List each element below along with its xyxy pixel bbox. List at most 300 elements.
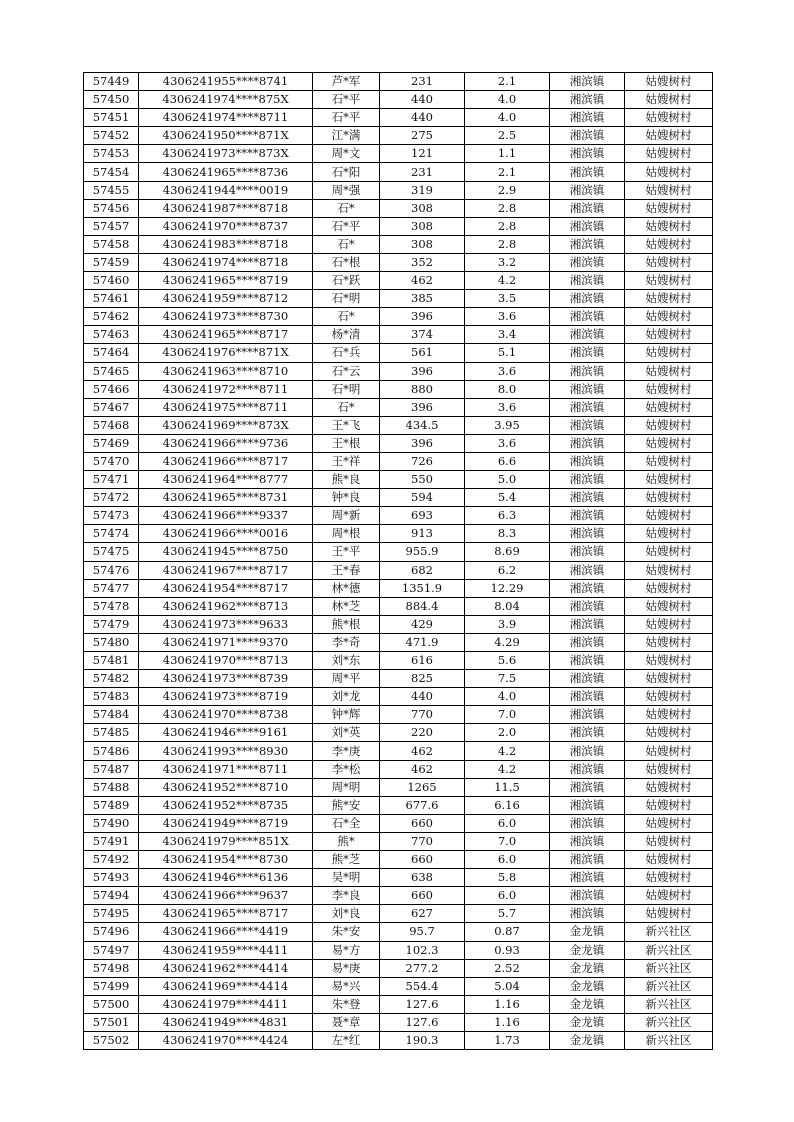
cell-amount: 440 [380, 91, 465, 109]
cell-id-number: 4306241970****8737 [139, 217, 313, 235]
cell-row-number: 57455 [84, 181, 139, 199]
cell-village: 姑嫂树村 [625, 145, 713, 163]
cell-village: 姑嫂树村 [625, 615, 713, 633]
cell-area: 5.8 [465, 869, 550, 887]
cell-name: 石*明 [313, 380, 380, 398]
cell-town: 湘滨镇 [550, 253, 625, 271]
cell-id-number: 4306241965****8717 [139, 326, 313, 344]
cell-amount: 102.3 [380, 941, 465, 959]
cell-area: 8.0 [465, 380, 550, 398]
cell-amount: 308 [380, 217, 465, 235]
cell-town: 湘滨镇 [550, 778, 625, 796]
cell-name: 石*云 [313, 362, 380, 380]
cell-row-number: 57468 [84, 416, 139, 434]
cell-name: 熊* [313, 832, 380, 850]
cell-area: 4.0 [465, 688, 550, 706]
cell-town: 湘滨镇 [550, 326, 625, 344]
cell-amount: 440 [380, 688, 465, 706]
cell-name: 周*明 [313, 778, 380, 796]
cell-area: 7.0 [465, 832, 550, 850]
cell-id-number: 4306241979****4411 [139, 995, 313, 1013]
cell-row-number: 57502 [84, 1031, 139, 1049]
cell-area: 8.3 [465, 525, 550, 543]
cell-name: 杨*清 [313, 326, 380, 344]
cell-area: 1.73 [465, 1031, 550, 1049]
cell-village: 新兴社区 [625, 1031, 713, 1049]
cell-amount: 429 [380, 615, 465, 633]
cell-name: 吴*明 [313, 869, 380, 887]
cell-village: 姑嫂树村 [625, 398, 713, 416]
cell-amount: 190.3 [380, 1031, 465, 1049]
cell-id-number: 4306241959****8712 [139, 290, 313, 308]
table-row [84, 887, 713, 905]
cell-town: 金龙镇 [550, 1031, 625, 1049]
cell-name: 石*兵 [313, 344, 380, 362]
cell-name: 钟*辉 [313, 706, 380, 724]
table-row [84, 869, 713, 887]
cell-village: 姑嫂树村 [625, 652, 713, 670]
cell-row-number: 57493 [84, 869, 139, 887]
cell-name: 石*阳 [313, 163, 380, 181]
cell-village: 姑嫂树村 [625, 688, 713, 706]
cell-village: 姑嫂树村 [625, 832, 713, 850]
table-row [84, 597, 713, 615]
table-row [84, 308, 713, 326]
table-row [84, 434, 713, 452]
table-row [84, 923, 713, 941]
cell-village: 姑嫂树村 [625, 109, 713, 127]
cell-village: 姑嫂树村 [625, 344, 713, 362]
table-row [84, 73, 713, 91]
cell-id-number: 4306241962****4414 [139, 959, 313, 977]
cell-row-number: 57488 [84, 778, 139, 796]
cell-row-number: 57498 [84, 959, 139, 977]
cell-name: 李*奇 [313, 633, 380, 651]
cell-amount: 440 [380, 109, 465, 127]
cell-area: 4.0 [465, 109, 550, 127]
cell-area: 6.3 [465, 507, 550, 525]
cell-row-number: 57479 [84, 615, 139, 633]
cell-area: 1.16 [465, 1013, 550, 1031]
cell-town: 湘滨镇 [550, 290, 625, 308]
cell-area: 1.1 [465, 145, 550, 163]
cell-name: 石*跃 [313, 272, 380, 290]
table-row [84, 615, 713, 633]
cell-row-number: 57461 [84, 290, 139, 308]
cell-area: 2.8 [465, 217, 550, 235]
cell-town: 金龙镇 [550, 923, 625, 941]
cell-name: 周*新 [313, 507, 380, 525]
cell-name: 熊*芝 [313, 851, 380, 869]
cell-amount: 374 [380, 326, 465, 344]
cell-town: 金龙镇 [550, 995, 625, 1013]
cell-area: 3.6 [465, 308, 550, 326]
cell-area: 6.0 [465, 814, 550, 832]
table-row [84, 217, 713, 235]
cell-village: 姑嫂树村 [625, 380, 713, 398]
cell-row-number: 57456 [84, 199, 139, 217]
cell-area: 4.2 [465, 742, 550, 760]
cell-village: 姑嫂树村 [625, 434, 713, 452]
cell-name: 刘*良 [313, 905, 380, 923]
cell-id-number: 4306241974****875X [139, 91, 313, 109]
cell-area: 2.5 [465, 127, 550, 145]
cell-town: 湘滨镇 [550, 814, 625, 832]
cell-name: 王*祥 [313, 452, 380, 470]
cell-amount: 220 [380, 724, 465, 742]
cell-id-number: 4306241964****8777 [139, 471, 313, 489]
table-row [84, 561, 713, 579]
cell-amount: 462 [380, 742, 465, 760]
cell-name: 周*强 [313, 181, 380, 199]
cell-amount: 884.4 [380, 597, 465, 615]
cell-row-number: 57500 [84, 995, 139, 1013]
cell-village: 姑嫂树村 [625, 127, 713, 145]
cell-town: 湘滨镇 [550, 561, 625, 579]
cell-town: 湘滨镇 [550, 181, 625, 199]
cell-area: 3.9 [465, 615, 550, 633]
cell-amount: 396 [380, 308, 465, 326]
cell-area: 5.6 [465, 652, 550, 670]
cell-amount: 682 [380, 561, 465, 579]
cell-amount: 677.6 [380, 796, 465, 814]
cell-name: 石*平 [313, 109, 380, 127]
cell-amount: 275 [380, 127, 465, 145]
cell-town: 湘滨镇 [550, 308, 625, 326]
cell-id-number: 4306241954****8730 [139, 851, 313, 869]
cell-name: 李*松 [313, 760, 380, 778]
cell-town: 湘滨镇 [550, 832, 625, 850]
cell-area: 7.5 [465, 670, 550, 688]
cell-area: 3.6 [465, 362, 550, 380]
cell-id-number: 4306241971****8711 [139, 760, 313, 778]
cell-id-number: 4306241967****8717 [139, 561, 313, 579]
cell-amount: 660 [380, 814, 465, 832]
cell-id-number: 4306241952****8710 [139, 778, 313, 796]
cell-town: 湘滨镇 [550, 525, 625, 543]
cell-town: 湘滨镇 [550, 380, 625, 398]
cell-town: 湘滨镇 [550, 91, 625, 109]
cell-row-number: 57497 [84, 941, 139, 959]
cell-id-number: 4306241975****8711 [139, 398, 313, 416]
cell-row-number: 57471 [84, 471, 139, 489]
table-row [84, 380, 713, 398]
cell-name: 易*方 [313, 941, 380, 959]
cell-area: 8.04 [465, 597, 550, 615]
cell-town: 金龙镇 [550, 977, 625, 995]
cell-row-number: 57450 [84, 91, 139, 109]
cell-name: 钟*良 [313, 489, 380, 507]
cell-village: 姑嫂树村 [625, 814, 713, 832]
cell-town: 湘滨镇 [550, 688, 625, 706]
table-row [84, 905, 713, 923]
cell-id-number: 4306241965****8736 [139, 163, 313, 181]
cell-amount: 616 [380, 652, 465, 670]
cell-area: 0.87 [465, 923, 550, 941]
cell-row-number: 57486 [84, 742, 139, 760]
cell-area: 12.29 [465, 579, 550, 597]
cell-town: 金龙镇 [550, 1013, 625, 1031]
cell-town: 湘滨镇 [550, 706, 625, 724]
cell-name: 周*文 [313, 145, 380, 163]
cell-name: 熊*安 [313, 796, 380, 814]
cell-town: 湘滨镇 [550, 851, 625, 869]
cell-area: 6.16 [465, 796, 550, 814]
cell-name: 林*德 [313, 579, 380, 597]
cell-name: 刘*东 [313, 652, 380, 670]
cell-id-number: 4306241976****871X [139, 344, 313, 362]
cell-town: 湘滨镇 [550, 507, 625, 525]
cell-village: 姑嫂树村 [625, 416, 713, 434]
table-row [84, 471, 713, 489]
table-row [84, 543, 713, 561]
cell-village: 新兴社区 [625, 977, 713, 995]
cell-id-number: 4306241955****8741 [139, 73, 313, 91]
cell-row-number: 57491 [84, 832, 139, 850]
cell-amount: 726 [380, 452, 465, 470]
cell-amount: 231 [380, 73, 465, 91]
cell-row-number: 57483 [84, 688, 139, 706]
cell-row-number: 57463 [84, 326, 139, 344]
cell-area: 6.2 [465, 561, 550, 579]
cell-name: 聂*章 [313, 1013, 380, 1031]
cell-area: 3.5 [465, 290, 550, 308]
cell-amount: 550 [380, 471, 465, 489]
cell-amount: 319 [380, 181, 465, 199]
table-row [84, 163, 713, 181]
cell-row-number: 57457 [84, 217, 139, 235]
cell-area: 2.0 [465, 724, 550, 742]
cell-area: 4.29 [465, 633, 550, 651]
cell-village: 姑嫂树村 [625, 471, 713, 489]
table-row [84, 742, 713, 760]
cell-row-number: 57480 [84, 633, 139, 651]
cell-village: 姑嫂树村 [625, 217, 713, 235]
cell-village: 姑嫂树村 [625, 778, 713, 796]
cell-name: 石* [313, 199, 380, 217]
cell-row-number: 57470 [84, 452, 139, 470]
cell-village: 姑嫂树村 [625, 869, 713, 887]
cell-town: 湘滨镇 [550, 742, 625, 760]
cell-village: 新兴社区 [625, 941, 713, 959]
table-row [84, 760, 713, 778]
cell-village: 姑嫂树村 [625, 633, 713, 651]
table-row [84, 344, 713, 362]
cell-amount: 594 [380, 489, 465, 507]
cell-name: 周*平 [313, 670, 380, 688]
cell-town: 湘滨镇 [550, 272, 625, 290]
cell-name: 石* [313, 398, 380, 416]
cell-name: 李*良 [313, 887, 380, 905]
cell-row-number: 57467 [84, 398, 139, 416]
cell-area: 5.1 [465, 344, 550, 362]
cell-name: 石*平 [313, 217, 380, 235]
cell-id-number: 4306241966****9337 [139, 507, 313, 525]
cell-row-number: 57496 [84, 923, 139, 941]
table-row [84, 181, 713, 199]
cell-amount: 693 [380, 507, 465, 525]
cell-id-number: 4306241949****8719 [139, 814, 313, 832]
cell-town: 湘滨镇 [550, 615, 625, 633]
cell-name: 江*满 [313, 127, 380, 145]
cell-amount: 277.2 [380, 959, 465, 977]
cell-id-number: 4306241966****9736 [139, 434, 313, 452]
cell-amount: 638 [380, 869, 465, 887]
cell-row-number: 57464 [84, 344, 139, 362]
table-row [84, 796, 713, 814]
cell-area: 2.1 [465, 73, 550, 91]
cell-village: 姑嫂树村 [625, 543, 713, 561]
cell-name: 李*庚 [313, 742, 380, 760]
cell-village: 姑嫂树村 [625, 452, 713, 470]
cell-amount: 554.4 [380, 977, 465, 995]
cell-id-number: 4306241965****8719 [139, 272, 313, 290]
cell-village: 姑嫂树村 [625, 362, 713, 380]
cell-amount: 913 [380, 525, 465, 543]
cell-area: 5.7 [465, 905, 550, 923]
cell-name: 朱*安 [313, 923, 380, 941]
cell-row-number: 57465 [84, 362, 139, 380]
cell-id-number: 4306241952****8735 [139, 796, 313, 814]
cell-area: 4.2 [465, 760, 550, 778]
cell-amount: 231 [380, 163, 465, 181]
cell-town: 金龙镇 [550, 941, 625, 959]
cell-village: 姑嫂树村 [625, 887, 713, 905]
cell-row-number: 57472 [84, 489, 139, 507]
cell-name: 熊*良 [313, 471, 380, 489]
cell-town: 湘滨镇 [550, 543, 625, 561]
cell-id-number: 4306241966****8717 [139, 452, 313, 470]
cell-id-number: 4306241970****8713 [139, 652, 313, 670]
cell-id-number: 4306241972****8711 [139, 380, 313, 398]
cell-village: 姑嫂树村 [625, 290, 713, 308]
cell-id-number: 4306241970****8738 [139, 706, 313, 724]
cell-town: 湘滨镇 [550, 235, 625, 253]
cell-amount: 825 [380, 670, 465, 688]
table-row [84, 670, 713, 688]
cell-area: 3.2 [465, 253, 550, 271]
cell-row-number: 57477 [84, 579, 139, 597]
cell-village: 姑嫂树村 [625, 253, 713, 271]
cell-id-number: 4306241973****9633 [139, 615, 313, 633]
cell-amount: 660 [380, 887, 465, 905]
cell-town: 湘滨镇 [550, 905, 625, 923]
cell-id-number: 4306241969****873X [139, 416, 313, 434]
table-row [84, 452, 713, 470]
cell-village: 姑嫂树村 [625, 507, 713, 525]
table-row [84, 706, 713, 724]
cell-amount: 308 [380, 199, 465, 217]
cell-town: 湘滨镇 [550, 362, 625, 380]
cell-id-number: 4306241966****9637 [139, 887, 313, 905]
table-row [84, 959, 713, 977]
cell-id-number: 4306241954****8717 [139, 579, 313, 597]
cell-town: 湘滨镇 [550, 760, 625, 778]
cell-name: 石* [313, 235, 380, 253]
cell-area: 5.0 [465, 471, 550, 489]
table-row [84, 1031, 713, 1049]
cell-area: 3.4 [465, 326, 550, 344]
cell-amount: 660 [380, 851, 465, 869]
cell-village: 姑嫂树村 [625, 670, 713, 688]
cell-amount: 396 [380, 434, 465, 452]
cell-area: 5.4 [465, 489, 550, 507]
cell-row-number: 57492 [84, 851, 139, 869]
cell-village: 姑嫂树村 [625, 308, 713, 326]
cell-town: 湘滨镇 [550, 869, 625, 887]
cell-area: 3.6 [465, 398, 550, 416]
cell-row-number: 57469 [84, 434, 139, 452]
table-row [84, 416, 713, 434]
cell-town: 湘滨镇 [550, 145, 625, 163]
cell-id-number: 4306241987****8718 [139, 199, 313, 217]
table-row [84, 832, 713, 850]
cell-name: 石*平 [313, 91, 380, 109]
cell-area: 2.1 [465, 163, 550, 181]
data-table [83, 72, 713, 1050]
cell-area: 2.8 [465, 235, 550, 253]
cell-village: 新兴社区 [625, 923, 713, 941]
cell-amount: 127.6 [380, 995, 465, 1013]
table-row [84, 145, 713, 163]
cell-row-number: 57475 [84, 543, 139, 561]
cell-village: 姑嫂树村 [625, 742, 713, 760]
cell-amount: 462 [380, 760, 465, 778]
cell-row-number: 57478 [84, 597, 139, 615]
cell-village: 姑嫂树村 [625, 597, 713, 615]
cell-id-number: 4306241963****8710 [139, 362, 313, 380]
cell-village: 新兴社区 [625, 1013, 713, 1031]
cell-area: 5.04 [465, 977, 550, 995]
cell-name: 王*飞 [313, 416, 380, 434]
cell-id-number: 4306241983****8718 [139, 235, 313, 253]
cell-name: 石* [313, 308, 380, 326]
cell-town: 湘滨镇 [550, 217, 625, 235]
cell-row-number: 57489 [84, 796, 139, 814]
cell-row-number: 57487 [84, 760, 139, 778]
cell-town: 湘滨镇 [550, 127, 625, 145]
cell-amount: 396 [380, 362, 465, 380]
cell-name: 左*红 [313, 1031, 380, 1049]
cell-id-number: 4306241973****8739 [139, 670, 313, 688]
cell-area: 6.6 [465, 452, 550, 470]
cell-amount: 1265 [380, 778, 465, 796]
table-row [84, 326, 713, 344]
cell-town: 湘滨镇 [550, 434, 625, 452]
table-row [84, 851, 713, 869]
cell-name: 刘*龙 [313, 688, 380, 706]
cell-amount: 121 [380, 145, 465, 163]
cell-amount: 1351.9 [380, 579, 465, 597]
cell-id-number: 4306241970****4424 [139, 1031, 313, 1049]
cell-village: 姑嫂树村 [625, 199, 713, 217]
cell-row-number: 57499 [84, 977, 139, 995]
cell-id-number: 4306241979****851X [139, 832, 313, 850]
cell-id-number: 4306241973****873X [139, 145, 313, 163]
table-row [84, 652, 713, 670]
cell-id-number: 4306241944****0019 [139, 181, 313, 199]
cell-town: 湘滨镇 [550, 652, 625, 670]
cell-area: 4.0 [465, 91, 550, 109]
table-row [84, 398, 713, 416]
cell-id-number: 4306241993****8930 [139, 742, 313, 760]
cell-area: 6.0 [465, 851, 550, 869]
cell-row-number: 57460 [84, 272, 139, 290]
cell-id-number: 4306241950****871X [139, 127, 313, 145]
cell-town: 金龙镇 [550, 959, 625, 977]
cell-amount: 396 [380, 398, 465, 416]
cell-id-number: 4306241959****4411 [139, 941, 313, 959]
